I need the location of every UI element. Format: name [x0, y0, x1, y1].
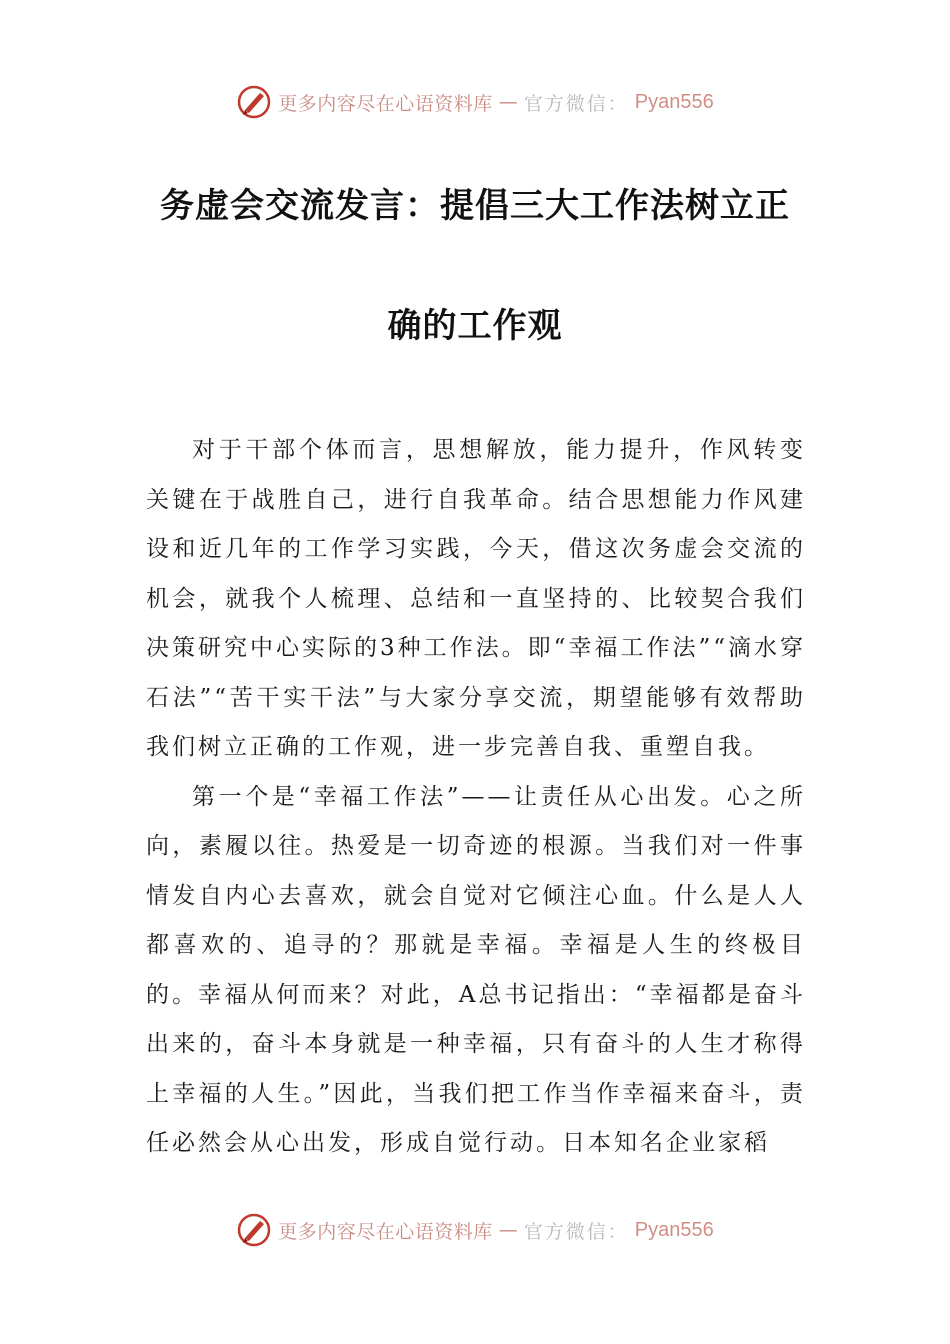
- pen-logo-icon: [236, 1212, 272, 1248]
- banner-dash: —: [498, 91, 518, 113]
- banner-wechat-id: Pyan556: [634, 1218, 714, 1241]
- document-title-line-2: 确的工作观: [387, 306, 563, 346]
- paragraph-2: 第一个是“幸福工作法”——让责任从心出发。心之所向，素履以往。热爱是一切奇迹的根源。当我们对一件事情发自内心去喜欢，就会自觉对它倾注心血。什么是人人都喜欢的、追寻的？那就是幸福。幸福是人生的终极目的。幸福从何而来？对此，A总书记指出：“幸福都是奋斗出来的，奋斗本身就是一种幸福，只有奋斗的人生才称得上幸福的人生。”因此，当我们把工作当作幸福来奋斗，责任必然会从心出发，形成自觉行动。日本知名企业家稻: [146, 783, 806, 1156]
- banner-wechat-label: 官方微信：: [523, 92, 629, 115]
- document-title-line-1: 务虚会交流发言：提倡三大工作法树立正: [160, 186, 790, 226]
- header-banner: [0, 82, 950, 122]
- banner-wechat-id: Pyan556: [634, 90, 714, 113]
- paragraph-1: 对于干部个体而言，思想解放，能力提升，作风转变关键在于战胜自己，进行自我革命。结合思想能力作风建设和近几年的工作学习实践，今天，借这次务虚会交流的机会，就我个人梳理、总结和一直坚持的、比较契合我们决策研究中心实际的3种工作法。即“幸福工作法”“滴水穿石法”“苦干实干法”与大家分享交流，期望能够有效帮助我们树立正确的工作观，进一步完善自我、重塑自我。: [146, 437, 806, 760]
- banner-text: 更多内容尽在心语资料库: [278, 92, 493, 115]
- banner-dash: —: [498, 1219, 518, 1241]
- document-body: [146, 426, 806, 1169]
- pen-logo-icon: [236, 84, 272, 120]
- banner-wechat-label: 官方微信：: [523, 1220, 629, 1243]
- banner-text: 更多内容尽在心语资料库: [278, 1220, 493, 1243]
- footer-banner: [0, 1210, 950, 1250]
